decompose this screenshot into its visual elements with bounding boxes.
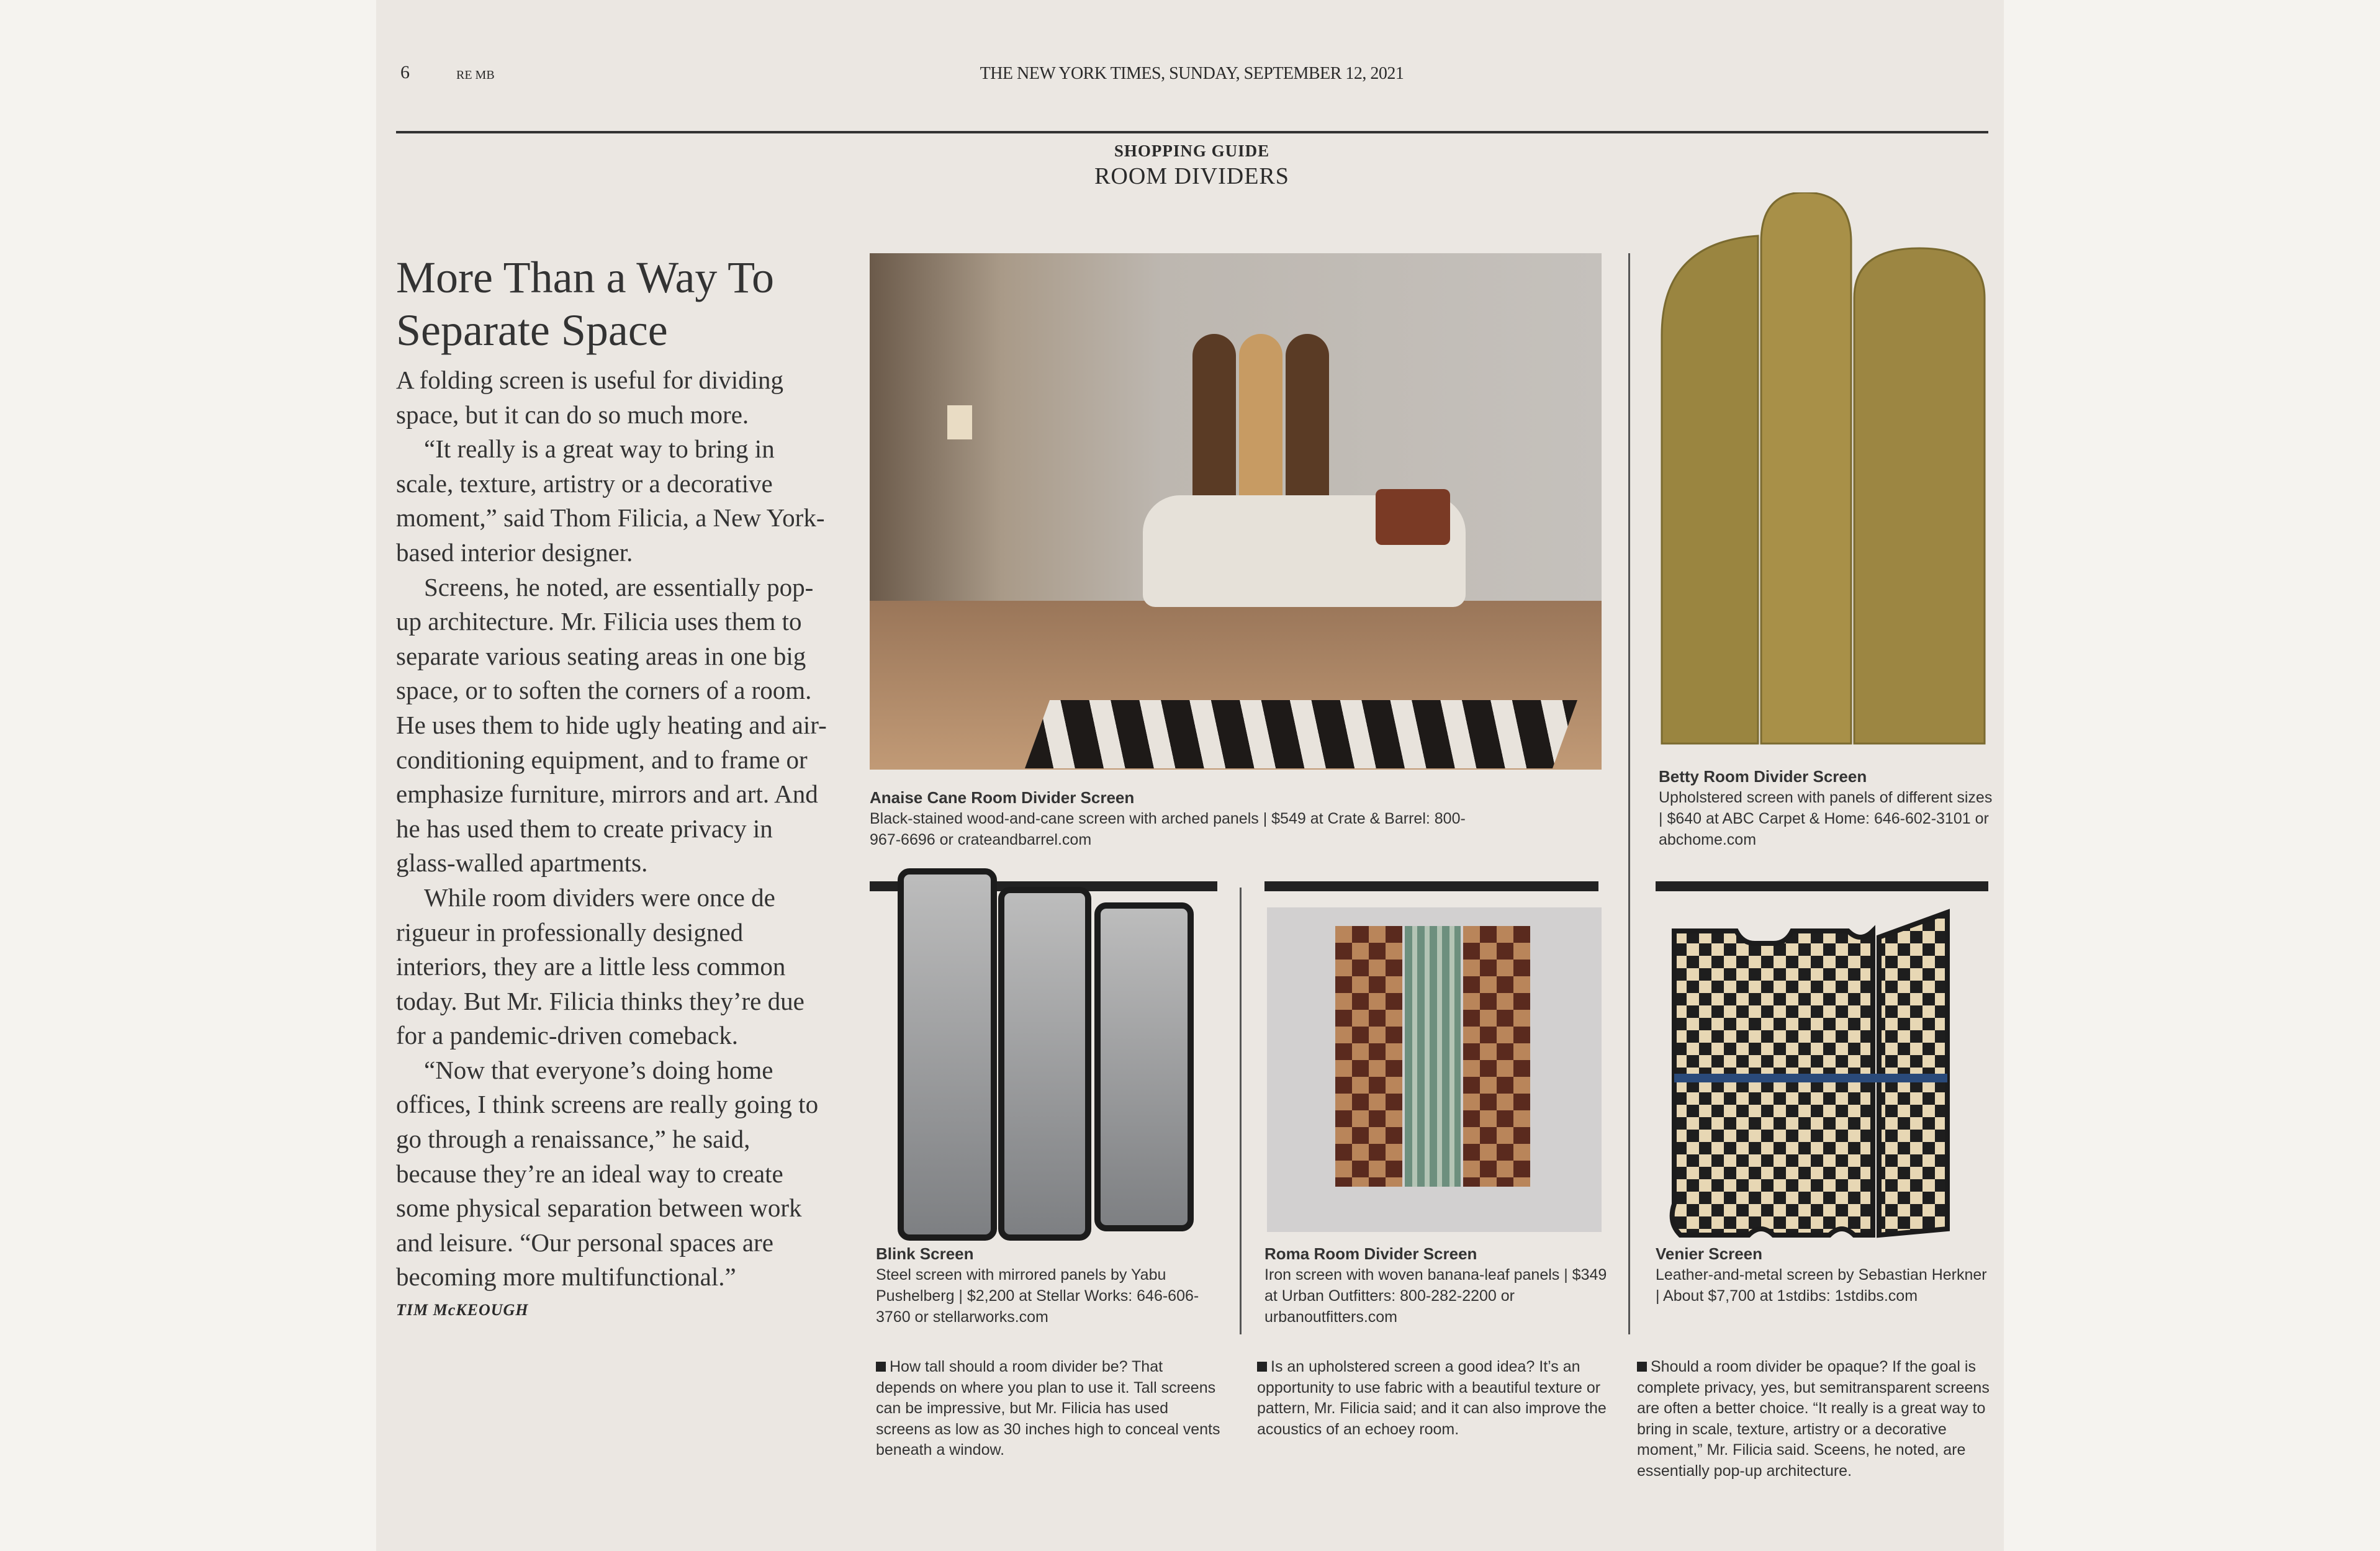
product-name: Roma Room Divider Screen <box>1264 1244 1477 1263</box>
article-column <box>396 251 831 1319</box>
section-title: ROOM DIVIDERS <box>1094 163 1289 189</box>
product-caption-venier <box>1656 1243 1991 1306</box>
tip-text: Is an upholstered screen a good idea? It’s an opportunity to use fabric with a beautiful texture or pattern, Mr. Filicia said; and it can also improve the acoustics of an echoey room. <box>1257 1358 1607 1438</box>
byline: TIM McKEOUGH <box>396 1301 529 1319</box>
bullet-square-icon <box>876 1362 886 1372</box>
venier-screen-image <box>1662 906 1973 1260</box>
tip-text: Should a room divider be opaque? If the goal is complete privacy, yes, but semitransparent screens are often a better choice. “It really is a great way to bring in scale, texture, artistry or a decorative moment,” Mr. Filicia said. Sceens, he noted, are essentially pop-up architecture. <box>1637 1358 1990 1480</box>
paragraph: “Now that everyone’s doing home offices, I think screens are really going to go through a renaissance,” he said, because they’re an ideal way to create some physical separation between work and leisure. “Our personal spaces are becoming more multifunctional.” <box>396 1055 819 1292</box>
product-description: Upholstered screen with panels of different sizes | $640 at ABC Carpet & Home: 646-602-3101 or abchome.com <box>1659 789 1993 848</box>
betty-screen-image <box>1659 192 1988 745</box>
blink-screen-image <box>896 865 1200 1245</box>
column-rule <box>1628 253 1630 1334</box>
section-bar <box>1656 881 1988 891</box>
column-rule <box>1240 888 1242 1334</box>
section-bar <box>1264 881 1598 891</box>
dateline: THE NEW YORK TIMES, SUNDAY, SEPTEMBER 12, 2021 <box>980 64 1404 83</box>
product-name: Betty Room Divider Screen <box>1659 767 1867 786</box>
product-name: Blink Screen <box>876 1244 974 1263</box>
product-caption-anaise <box>870 787 1490 850</box>
product-description: Black-stained wood-and-cane screen with arched panels | $549 at Crate & Barrel: 800-967-6696 or crateandbarrel.com <box>870 810 1466 848</box>
product-caption-roma <box>1264 1243 1612 1328</box>
bullet-square-icon <box>1257 1362 1267 1372</box>
header-rule <box>396 131 1988 133</box>
section-kicker: SHOPPING GUIDE <box>1114 142 1270 160</box>
anaise-room-photo <box>870 253 1602 770</box>
product-name: Anaise Cane Room Divider Screen <box>870 788 1135 807</box>
roma-screen-image <box>1267 907 1602 1232</box>
product-name: Venier Screen <box>1656 1244 1762 1263</box>
paragraph: “It really is a great way to bring in scale, texture, artistry or a decorative moment,” said Thom Filicia, a New York-based interior designer. <box>396 434 825 567</box>
page-number: 6 <box>400 62 410 83</box>
bullet-square-icon <box>1637 1362 1647 1372</box>
product-description: Steel screen with mirrored panels by Yabu Pushelberg | $2,200 at Stellar Works: 646-606-3760 or stellarworks.com <box>876 1266 1199 1326</box>
tip-note <box>1257 1357 1611 1440</box>
tip-note <box>1637 1357 1991 1481</box>
edition-code: RE MB <box>456 68 495 82</box>
paragraph: While room dividers were once de rigueur in professionally designed interiors, they are a little less common today. But Mr. Filicia thinks they’re due for a pandemic-driven comeback. <box>396 883 805 1050</box>
tip-note <box>876 1357 1224 1461</box>
paragraph: Screens, he noted, are essentially pop-up architecture. Mr. Filicia uses them to separate various seating areas in one big space, or to soften the corners of a room. He uses them to hide ugly heating and air-conditioning equipment, and to frame or emphasize furniture, mirrors and art. And he has used them to create privacy in glass-walled apartments. <box>396 572 827 878</box>
article-headline: More Than a Way To Separate Space <box>396 253 775 355</box>
tip-text: How tall should a room divider be? That depends on where you plan to use it. Tall screens can be impressive, but Mr. Filicia has used screens as low as 30 inches high to conceal vents beneath a window. <box>876 1358 1220 1459</box>
article-body <box>396 363 831 1295</box>
product-caption-betty <box>1659 766 1994 850</box>
product-description: Iron screen with woven banana-leaf panels | $349 at Urban Outfitters: 800-282-2200 or urbanoutfitters.com <box>1264 1266 1607 1326</box>
product-caption-blink <box>876 1243 1224 1328</box>
paragraph: A folding screen is useful for dividing space, but it can do so much more. <box>396 366 784 429</box>
product-description: Leather-and-metal screen by Sebastian Herkner | About $7,700 at 1stdibs: 1stdibs.com <box>1656 1266 1987 1305</box>
